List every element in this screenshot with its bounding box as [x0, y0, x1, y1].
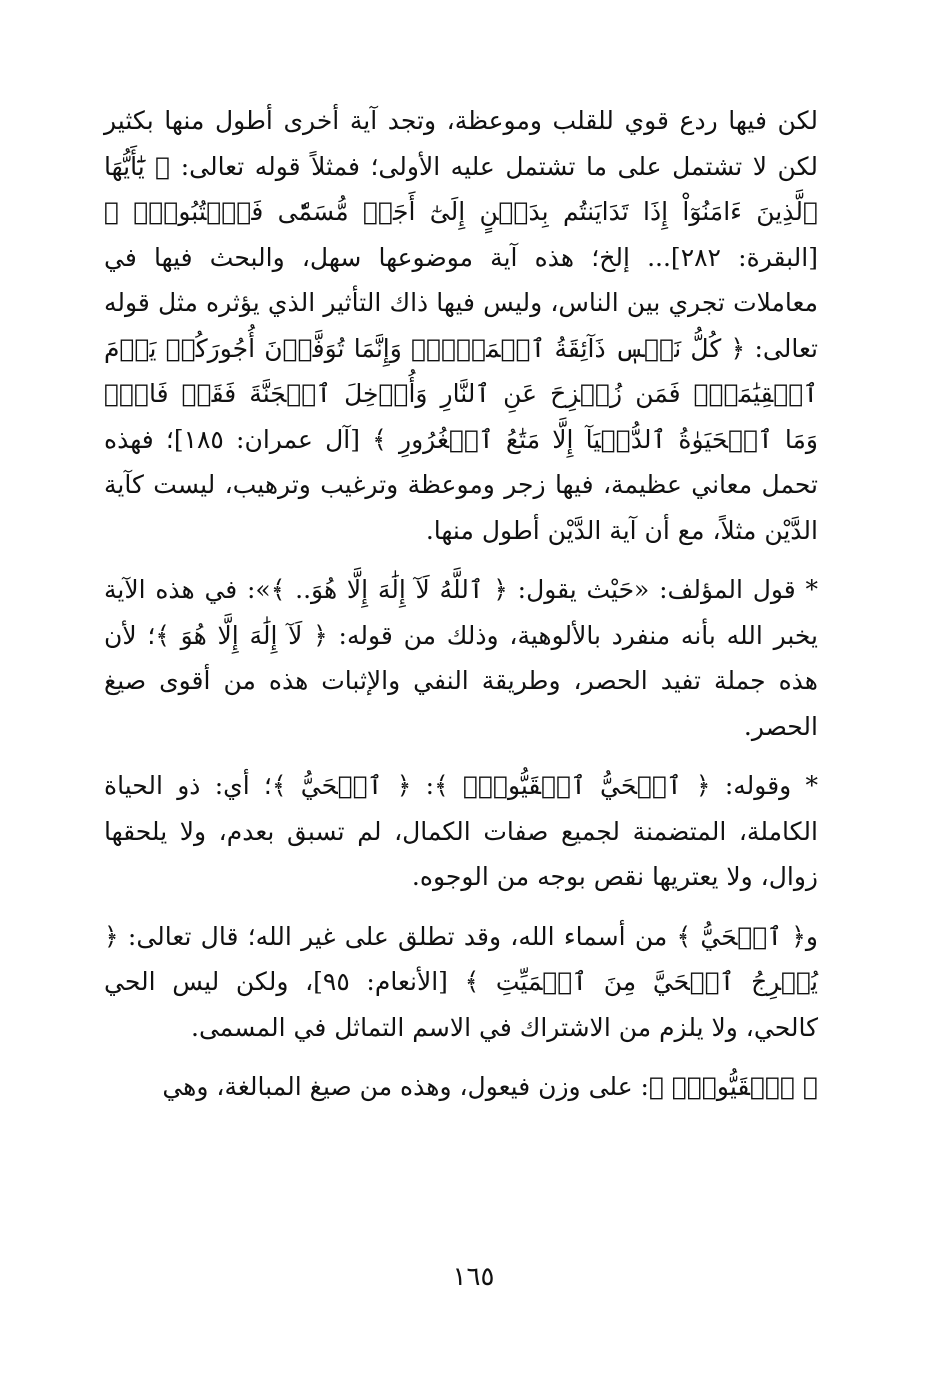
- page-body-text: [104, 98, 818, 1110]
- paragraph-1: لكن فيها ردع قوي للقلب وموعظة، وتجد آية أخرى أطول منها بكثير لكن لا تشتمل على ما تشتمل عليه الأولى؛ فمثلاً قوله تعالى: ﴿ يَٰٓأَيُّهَا ٱلَّذِينَ ءَامَنُوٓاْ إِذَا تَدَايَنتُم بِدَيۡنٍ إِلَىٰٓ أَجَلٖ مُّسَمّٗى فَٱكۡتُبُوهُۚ ﴾ [البقرة: ٢٨٢]... إلخ؛ هذه آية موضوعها سهل، والبحث فيها في معاملات تجري بين الناس، وليس فيها ذاك التأثير الذي يؤثره مثل قوله تعالى: ﴿ كُلُّ نَفۡسٖ ذَآئِقَةُ ٱلۡمَوۡتِۗ وَإِنَّمَا تُوَفَّوۡنَ أُجُورَكُمۡ يَوۡمَ ٱلۡقِيَٰمَةِۖ فَمَن زُحۡزِحَ عَنِ ٱلنَّارِ وَأُدۡخِلَ ٱلۡجَنَّةَ فَقَدۡ فَازَۗ وَمَا ٱلۡحَيَوٰةُ ٱلدُّنۡيَآ إِلَّا مَتَٰعُ ٱلۡغُرُورِ ﴾ [آل عمران: ١٨٥]؛ فهذه تحمل معاني عظيمة، فيها زجر وموعظة وترغيب وترهيب، ليست كآية الدَّيْن مثلاً، مع أن آية الدَّيْن أطول منها.: [104, 106, 818, 545]
- paragraph-2: * قول المؤلف: «حَيْث يقول: ﴿ ٱللَّهُ لَآ إِلَٰهَ إِلَّا هُوَ.. ﴾»: في هذه الآية يخبر الله بأنه منفرد بالألوهية، وذلك من قوله: ﴿ لَآ إِلَٰهَ إِلَّا هُوَ ﴾؛ لأن هذه جملة تفيد الحصر، وطريقة النفي والإثبات هذه من أقوى صيغ الحصر.: [104, 575, 818, 741]
- page-number: ١٦٥: [452, 1262, 495, 1292]
- paragraph-4: و﴿ ٱلۡحَيُّ ﴾ من أسماء الله، وقد تطلق على غير الله؛ قال تعالى: ﴿ يُخۡرِجُ ٱلۡحَيَّ مِنَ ٱلۡمَيِّتِ ﴾ [الأنعام: ٩٥]، ولكن ليس الحي كالحي، ولا يلزم من الاشتراك في الاسم التماثل في المسمى.: [104, 921, 819, 1042]
- paragraph-3: * وقوله: ﴿ ٱلۡحَيُّ ٱلۡقَيُّومُۚ ﴾: ﴿ ٱلۡحَيُّ ﴾؛ أي: ذو الحياة الكاملة، المتضمنة لجميع صفات الكمال، لم تسبق بعدم، ولا يلحقها زوال، ولا يعتريها نقص بوجه من الوجوه.: [104, 771, 818, 891]
- paragraph-5: ﴿ ٱلۡقَيُّومُۚ ﴾: على وزن فيعول، وهذه من صيغ المبالغة، وهي: [162, 1072, 818, 1101]
